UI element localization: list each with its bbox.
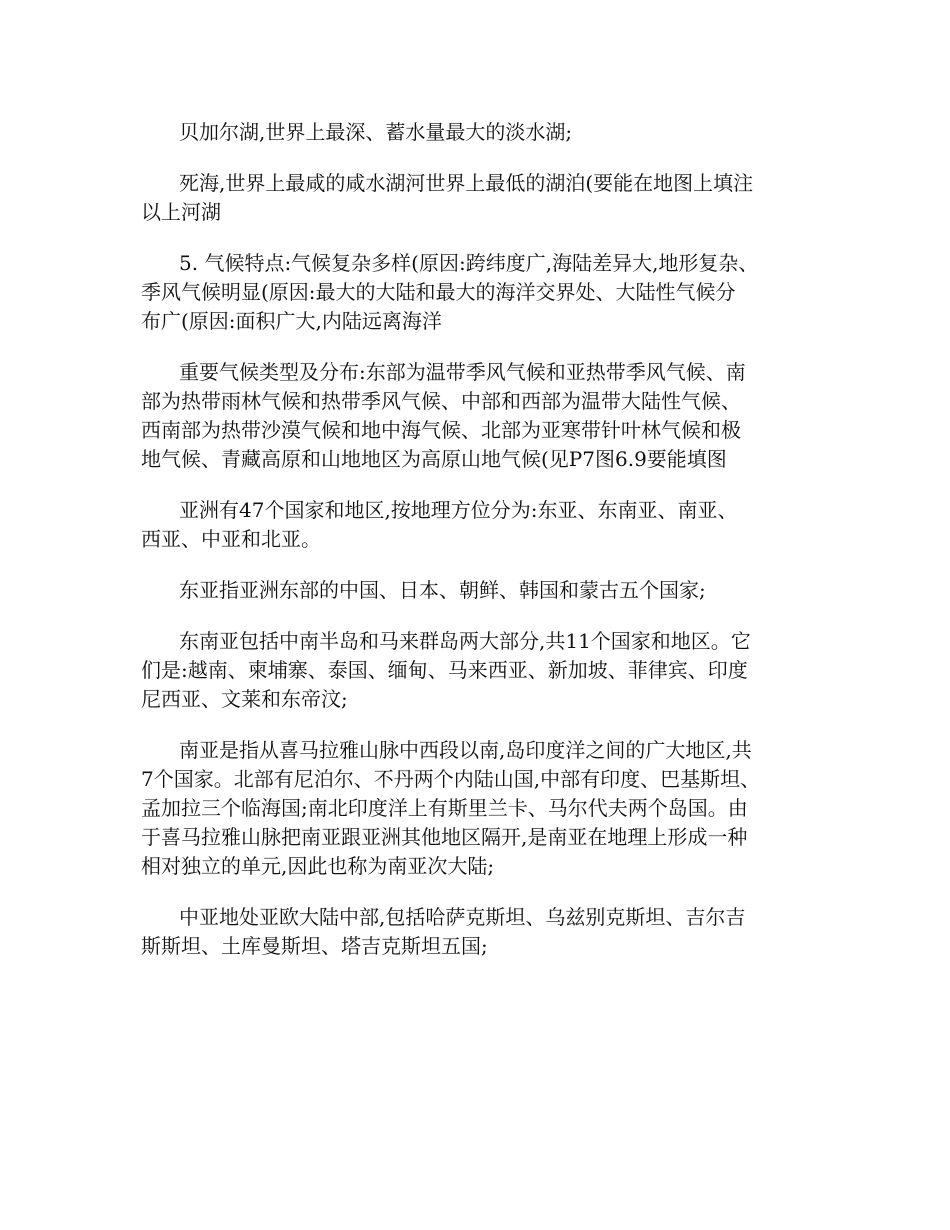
paragraph-line: 布广(原因:面积广大,内陆远离海洋 [141, 309, 442, 333]
document-body [141, 118, 831, 983]
paragraph-line: 部为热带雨林气候和热带季风气候、中部和西部为温带大陆性气候、 [141, 389, 741, 413]
paragraph-line: 于喜马拉雅山脉把南亚跟亚洲其他地区隔开,是南亚在地理上形成一种 [141, 825, 748, 849]
paragraph-east-asia [141, 576, 831, 605]
paragraph-line: 西亚、中亚和北亚。 [141, 527, 321, 551]
paragraph-line: 南亚是指从喜马拉雅山脉中西段以南,岛印度洋之间的广大地区,共 [179, 738, 752, 762]
paragraph-line: 东亚指亚洲东部的中国、日本、朝鲜、韩国和蒙古五个国家; [179, 578, 706, 602]
paragraph-line: 重要气候类型及分布:东部为温带季风气候和亚热带季风气候、南 [179, 360, 746, 384]
paragraph-line: 死海,世界上最咸的咸水湖河世界上最低的湖泊(要能在地图上填注 [179, 171, 754, 195]
paragraph-line: 斯斯坦、土库曼斯坦、塔吉克斯坦五国; [141, 934, 488, 958]
paragraph-line: 5. 气候特点:气候复杂多样(原因:跨纬度广,海陆差异大,地形复杂、 [179, 251, 759, 275]
paragraph-line: 们是:越南、柬埔寨、泰国、缅甸、马来西亚、新加坡、菲律宾、印度 [141, 658, 748, 682]
paragraph-southeast-asia [141, 627, 831, 714]
paragraph-baikal [141, 118, 831, 147]
paragraph-line: 地气候、青藏高原和山地地区为高原山地气候(见P7图6.9要能填图 [141, 447, 727, 471]
paragraph-central-asia [141, 903, 831, 961]
paragraph-line: 7个国家。北部有尼泊尔、不丹两个内陆山国,中部有印度、巴基斯坦、 [141, 767, 761, 791]
paragraph-south-asia [141, 736, 831, 881]
paragraph-line: 相对独立的单元,因此也称为南亚次大陆; [141, 854, 495, 878]
paragraph-line: 季风气候明显(原因:最大的大陆和最大的海洋交界处、大陆性气候分 [141, 280, 736, 304]
paragraph-climate-features [141, 249, 831, 336]
paragraph-line: 以上河湖 [141, 200, 221, 224]
paragraph-dead-sea [141, 169, 831, 227]
paragraph-line: 中亚地处亚欧大陆中部,包括哈萨克斯坦、乌兹别克斯坦、吉尔吉 [179, 905, 746, 929]
paragraph-line: 孟加拉三个临海国;南北印度洋上有斯里兰卡、马尔代夫两个岛国。由 [141, 796, 748, 820]
paragraph-climate-types [141, 358, 831, 474]
paragraph-line: 西南部为热带沙漠气候和地中海气候、北部为亚寒带针叶林气候和极 [141, 418, 741, 442]
paragraph-asia-regions [141, 496, 831, 554]
paragraph-line: 亚洲有47个国家和地区,按地理方位分为:东亚、东南亚、南亚、 [179, 498, 738, 522]
paragraph-line: 尼西亚、文莱和东帝汶; [141, 687, 348, 711]
paragraph-line: 东南亚包括中南半岛和马来群岛两大部分,共11个国家和地区。它 [179, 629, 751, 653]
paragraph-line: 贝加尔湖,世界上最深、蓄水量最大的淡水湖; [179, 120, 573, 144]
